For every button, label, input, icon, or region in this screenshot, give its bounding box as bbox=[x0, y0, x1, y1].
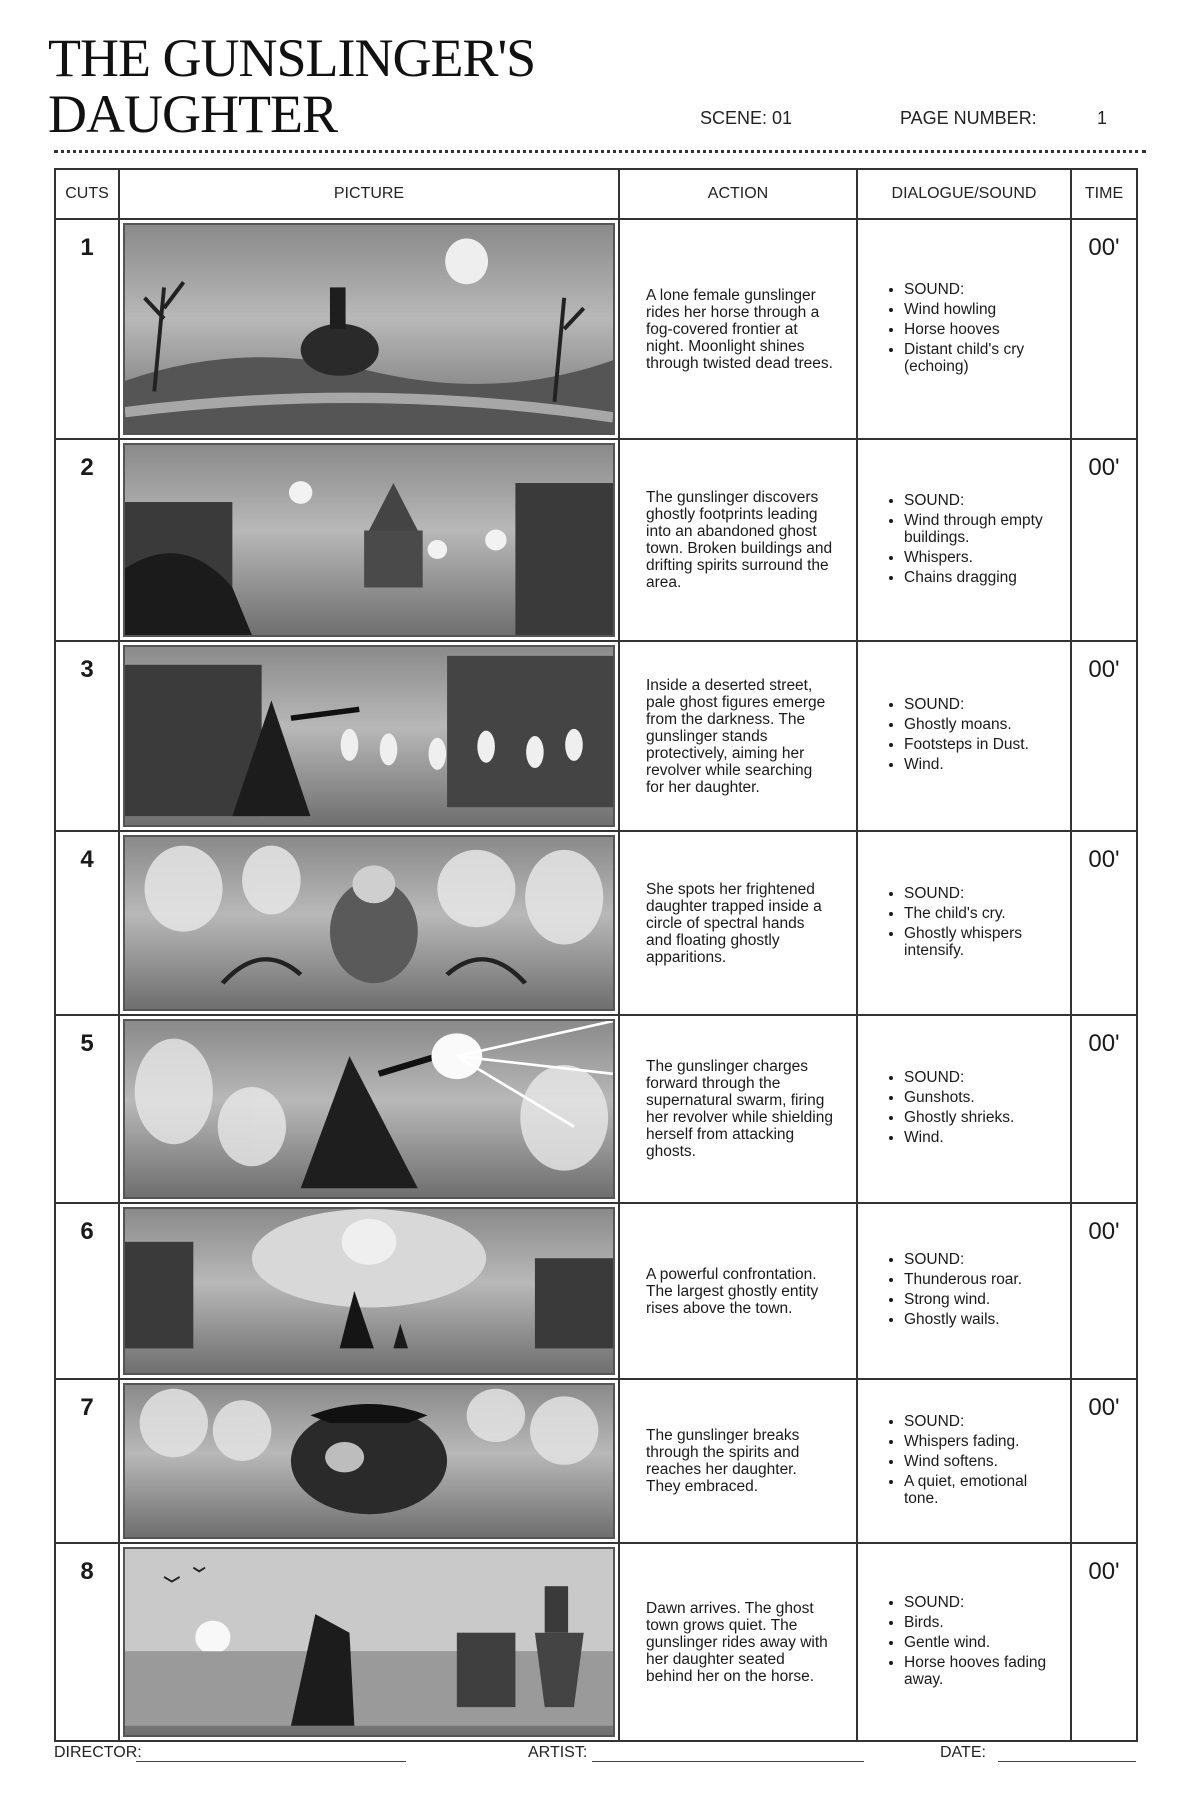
storyboard-row bbox=[55, 1543, 1137, 1741]
cut-number: 3 bbox=[55, 641, 119, 831]
cut-number: 7 bbox=[55, 1379, 119, 1543]
action-description: The gunslinger charges forward through the supernatural swarm, firing her revolver while shielding herself from attacking ghosts. bbox=[619, 1015, 857, 1203]
sound-list bbox=[886, 885, 1058, 959]
picture-cell bbox=[119, 1379, 619, 1543]
table-header-row bbox=[55, 169, 1137, 219]
illustration-sketch bbox=[125, 647, 613, 825]
illustration-sketch bbox=[125, 225, 613, 433]
sound-item: • Birds. bbox=[904, 1614, 1058, 1631]
sound-item: • Chains dragging bbox=[904, 569, 1058, 586]
sound-item: • Gunshots. bbox=[904, 1089, 1058, 1106]
time-value: 00' bbox=[1071, 439, 1137, 641]
sound-list bbox=[886, 281, 1058, 375]
action-description: A powerful confrontation. The largest ghostly entity rises above the town. bbox=[619, 1203, 857, 1379]
sound-list bbox=[886, 492, 1058, 586]
dialogue-sound-cell bbox=[857, 641, 1071, 831]
action-description: Inside a deserted street, pale ghost figures emerge from the darkness. The gunslinger stands protectively, aiming her revolver while searching for her daughter. bbox=[619, 641, 857, 831]
sound-list bbox=[886, 1069, 1058, 1146]
cut-number: 2 bbox=[55, 439, 119, 641]
storyboard-row bbox=[55, 219, 1137, 439]
sound-item: • Strong wind. bbox=[904, 1291, 1058, 1308]
sound-item: • Wind howling bbox=[904, 301, 1058, 318]
illustration-sketch bbox=[125, 445, 613, 635]
illustration-sketch bbox=[125, 837, 613, 1009]
sound-item: • Gentle wind. bbox=[904, 1634, 1058, 1651]
artist-label: ARTIST: bbox=[528, 1744, 588, 1761]
sound-item: • Ghostly shrieks. bbox=[904, 1109, 1058, 1126]
dialogue-sound-cell bbox=[857, 1543, 1071, 1741]
picture-cell bbox=[119, 1203, 619, 1379]
page-number-label: PAGE NUMBER: bbox=[900, 108, 1037, 128]
sound-item: • Ghostly moans. bbox=[904, 716, 1058, 733]
action-description: She spots her frightened daughter trapped inside a circle of spectral hands and floating ghostly apparitions. bbox=[619, 831, 857, 1015]
picture-cell bbox=[119, 831, 619, 1015]
cut-number: 8 bbox=[55, 1543, 119, 1741]
storyboard-illustration bbox=[123, 223, 615, 435]
sound-item: • A quiet, emotional tone. bbox=[904, 1473, 1058, 1507]
storyboard-row bbox=[55, 1015, 1137, 1203]
illustration-sketch bbox=[125, 1209, 613, 1373]
sound-item: • Whispers. bbox=[904, 549, 1058, 566]
storyboard-illustration bbox=[123, 1207, 615, 1375]
date-line[interactable] bbox=[998, 1761, 1136, 1762]
storyboard-illustration bbox=[123, 1019, 615, 1199]
column-header-cuts: CUTS bbox=[55, 169, 119, 219]
illustration-sketch bbox=[125, 1021, 613, 1197]
picture-cell bbox=[119, 1543, 619, 1741]
header-divider bbox=[54, 150, 1146, 153]
sound-item: • Wind. bbox=[904, 1129, 1058, 1146]
page-number-value: 1 bbox=[1097, 108, 1108, 128]
storyboard-title bbox=[48, 30, 535, 142]
storyboard-table bbox=[54, 168, 1138, 1742]
title-line-1: THE GUNSLINGER'S bbox=[48, 28, 536, 88]
sound-item: • SOUND: bbox=[904, 492, 1058, 509]
time-value: 00' bbox=[1071, 1015, 1137, 1203]
sound-list bbox=[886, 1413, 1058, 1507]
column-header-action: ACTION bbox=[619, 169, 857, 219]
storyboard-row bbox=[55, 439, 1137, 641]
sound-item: • The child's cry. bbox=[904, 905, 1058, 922]
picture-cell bbox=[119, 1015, 619, 1203]
time-value: 00' bbox=[1071, 219, 1137, 439]
sound-list bbox=[886, 1594, 1058, 1688]
time-value: 00' bbox=[1071, 1543, 1137, 1741]
sound-item: • SOUND: bbox=[904, 1069, 1058, 1086]
sound-item: • SOUND: bbox=[904, 885, 1058, 902]
sound-item: • Thunderous roar. bbox=[904, 1271, 1058, 1288]
scene-label: SCENE: 01 bbox=[700, 108, 793, 128]
storyboard-illustration bbox=[123, 443, 615, 637]
storyboard-illustration bbox=[123, 835, 615, 1011]
picture-cell bbox=[119, 219, 619, 439]
action-description: Dawn arrives. The ghost town grows quiet. The gunslinger rides away with her daughter seated behind her on the horse. bbox=[619, 1543, 857, 1741]
sound-item: • Ghostly wails. bbox=[904, 1311, 1058, 1328]
artist-signature-line[interactable] bbox=[592, 1761, 864, 1762]
sound-item: • SOUND: bbox=[904, 1251, 1058, 1268]
sound-item: • Horse hooves fading away. bbox=[904, 1654, 1058, 1688]
storyboard-row bbox=[55, 641, 1137, 831]
time-value: 00' bbox=[1071, 641, 1137, 831]
storyboard-illustration bbox=[123, 645, 615, 827]
sound-item: • SOUND: bbox=[904, 281, 1058, 298]
storyboard-row bbox=[55, 831, 1137, 1015]
storyboard-illustration bbox=[123, 1383, 615, 1539]
storyboard-illustration bbox=[123, 1547, 615, 1737]
sound-item: • Distant child's cry (echoing) bbox=[904, 341, 1058, 375]
director-signature-line[interactable] bbox=[136, 1761, 406, 1762]
storyboard-row bbox=[55, 1379, 1137, 1543]
action-description: The gunslinger breaks through the spirits and reaches her daughter. They embraced. bbox=[619, 1379, 857, 1543]
title-line-2: DAUGHTER bbox=[48, 84, 337, 144]
picture-cell bbox=[119, 439, 619, 641]
action-description: A lone female gunslinger rides her horse through a fog-covered frontier at night. Moonlight shines through twisted dead trees. bbox=[619, 219, 857, 439]
cut-number: 1 bbox=[55, 219, 119, 439]
column-header-picture: PICTURE bbox=[119, 169, 619, 219]
sound-item: • SOUND: bbox=[904, 1594, 1058, 1611]
sound-list bbox=[886, 1251, 1058, 1328]
sound-item: • Ghostly whispers intensify. bbox=[904, 925, 1058, 959]
dialogue-sound-cell bbox=[857, 1379, 1071, 1543]
sound-item: • SOUND: bbox=[904, 696, 1058, 713]
sound-item: • Horse hooves bbox=[904, 321, 1058, 338]
director-label: DIRECTOR: bbox=[54, 1744, 142, 1761]
column-header-time: TIME bbox=[1071, 169, 1137, 219]
time-value: 00' bbox=[1071, 1379, 1137, 1543]
sound-item: • Wind through empty buildings. bbox=[904, 512, 1058, 546]
illustration-sketch bbox=[125, 1385, 613, 1537]
dialogue-sound-cell bbox=[857, 439, 1071, 641]
cut-number: 6 bbox=[55, 1203, 119, 1379]
sound-item: • Wind softens. bbox=[904, 1453, 1058, 1470]
cut-number: 4 bbox=[55, 831, 119, 1015]
dialogue-sound-cell bbox=[857, 831, 1071, 1015]
column-header-dialogue: DIALOGUE/SOUND bbox=[857, 169, 1071, 219]
sound-item: • Wind. bbox=[904, 756, 1058, 773]
sound-item: • SOUND: bbox=[904, 1413, 1058, 1430]
picture-cell bbox=[119, 641, 619, 831]
action-description: The gunslinger discovers ghostly footprints leading into an abandoned ghost town. Broken buildings and drifting spirits surround the area. bbox=[619, 439, 857, 641]
dialogue-sound-cell bbox=[857, 1203, 1071, 1379]
sound-item: • Footsteps in Dust. bbox=[904, 736, 1058, 753]
time-value: 00' bbox=[1071, 831, 1137, 1015]
dialogue-sound-cell bbox=[857, 219, 1071, 439]
sound-list bbox=[886, 696, 1058, 773]
sound-item: • Whispers fading. bbox=[904, 1433, 1058, 1450]
time-value: 00' bbox=[1071, 1203, 1137, 1379]
storyboard-row bbox=[55, 1203, 1137, 1379]
date-label: DATE: bbox=[940, 1744, 986, 1761]
illustration-sketch bbox=[125, 1549, 613, 1735]
cut-number: 5 bbox=[55, 1015, 119, 1203]
dialogue-sound-cell bbox=[857, 1015, 1071, 1203]
